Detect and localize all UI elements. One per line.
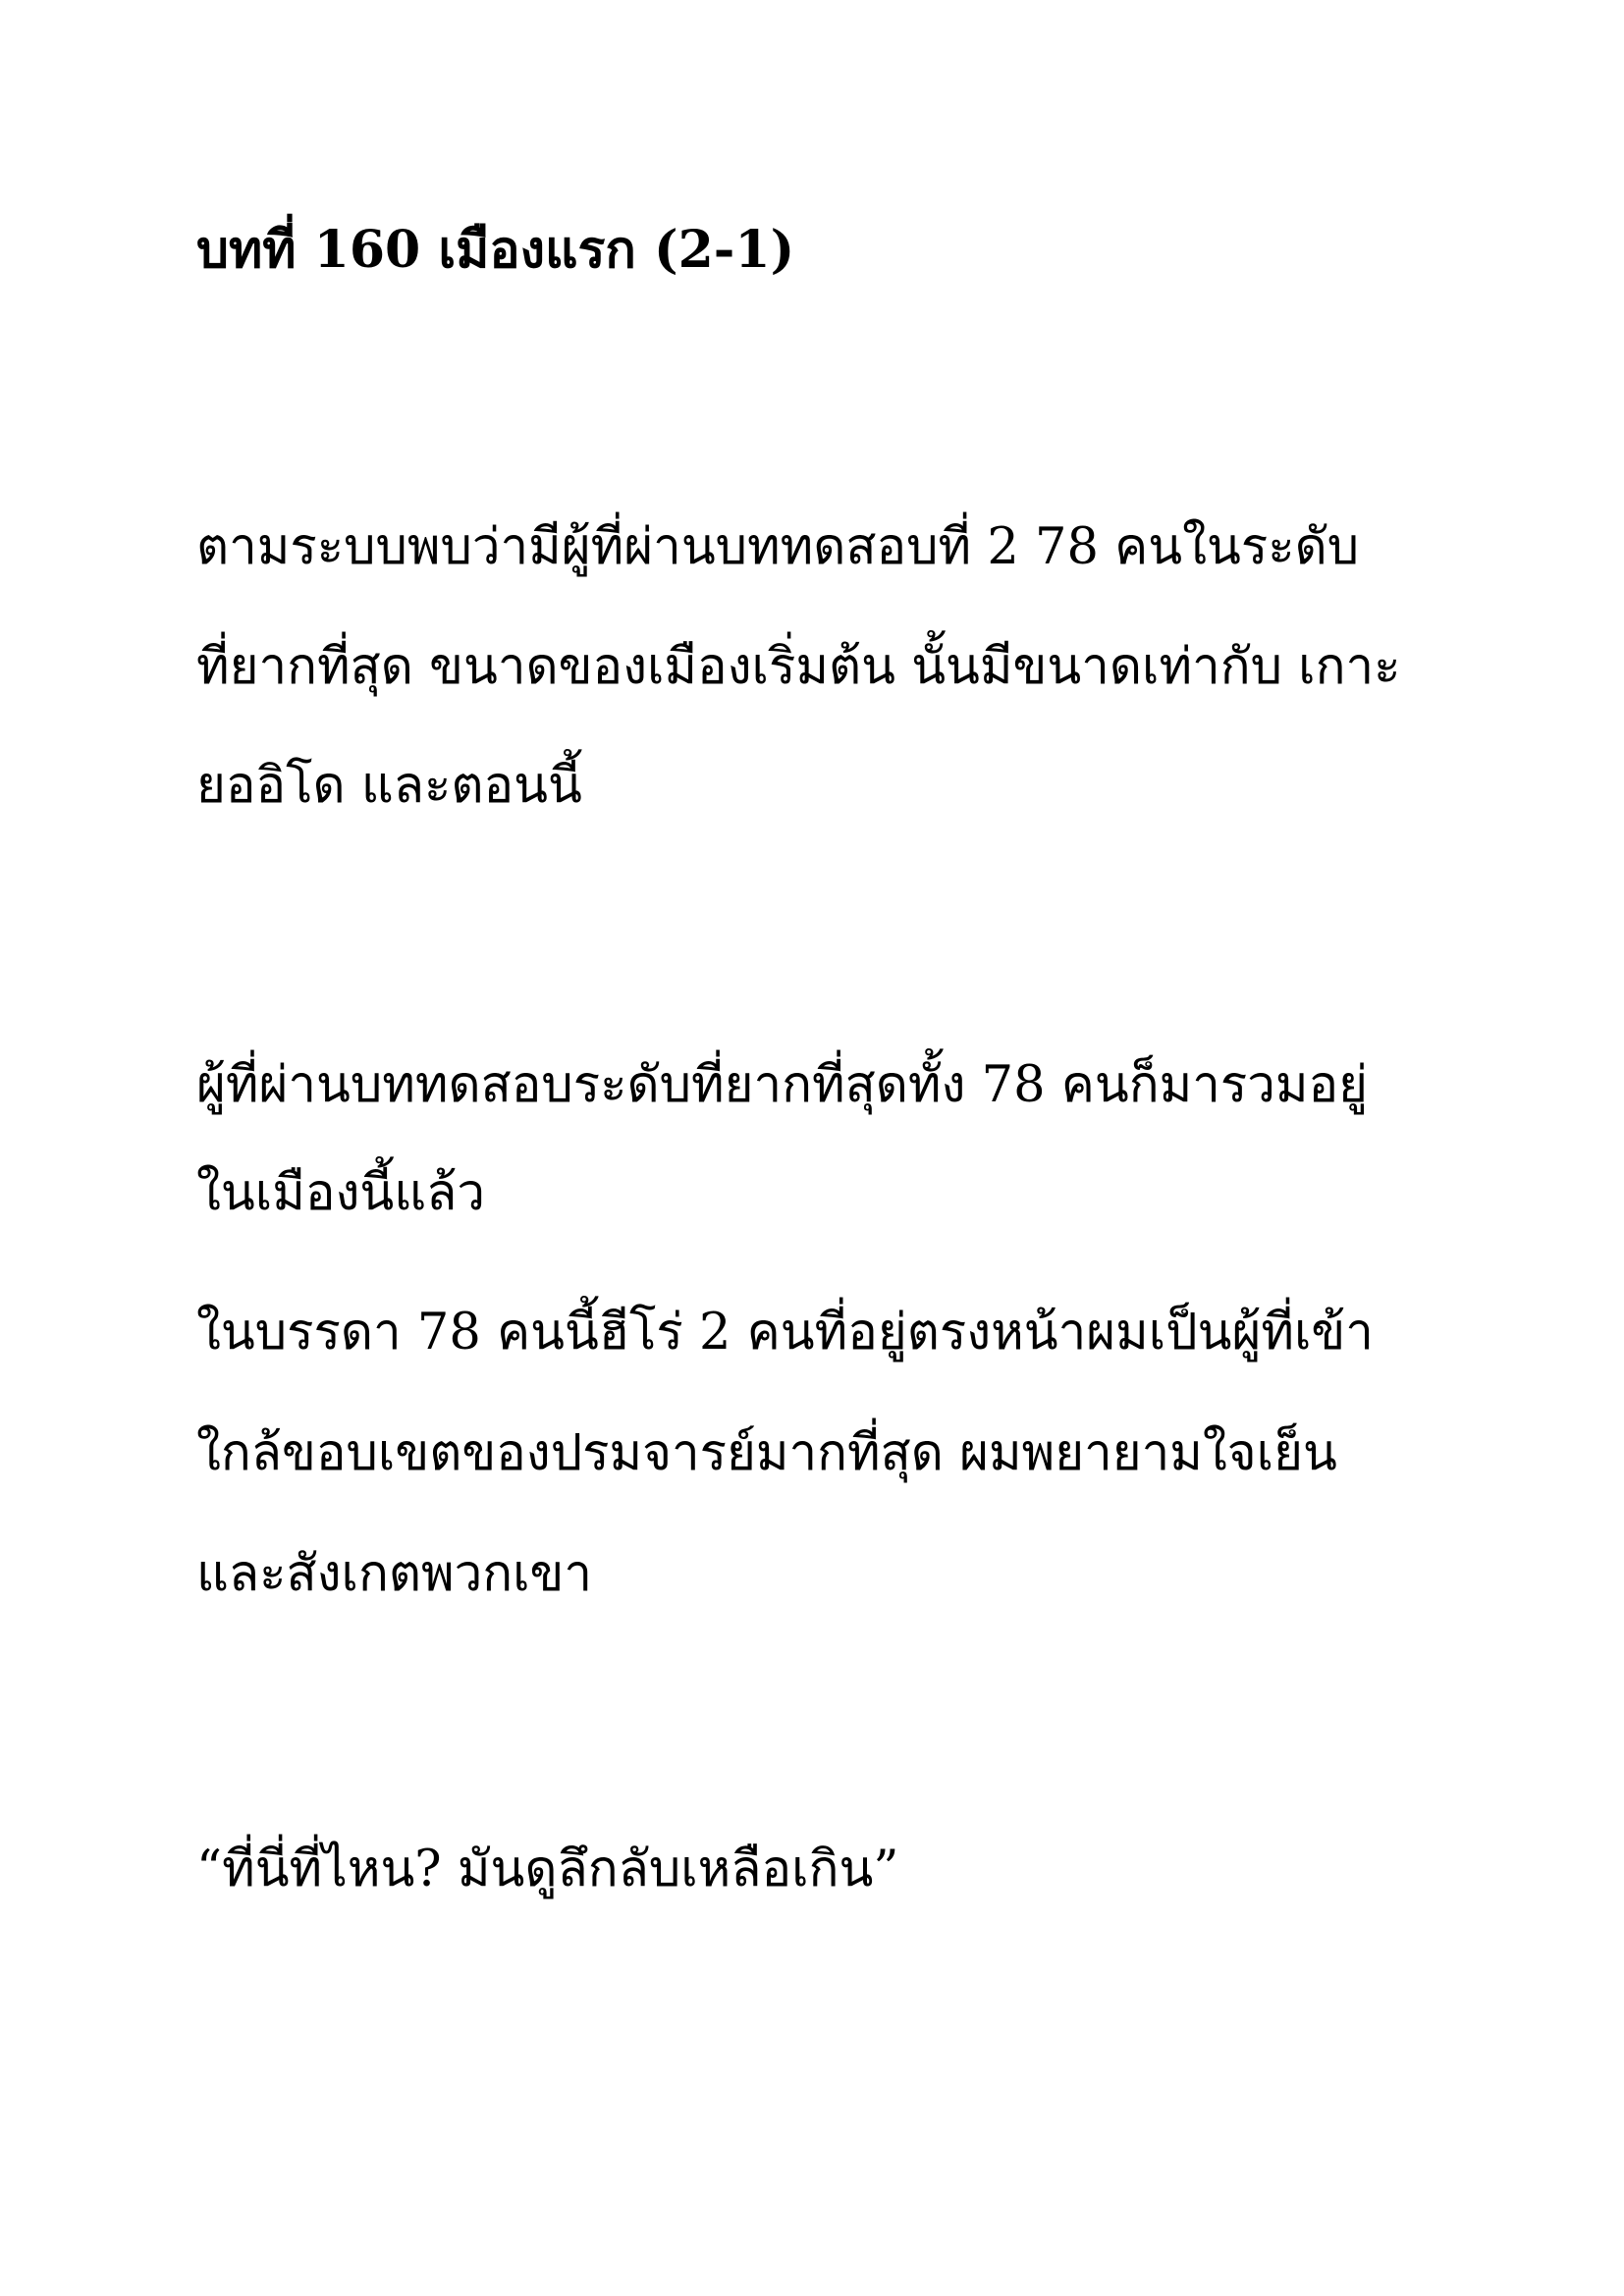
paragraph-2-line-2: ในเมืองนี้แล้ว [196,1164,485,1222]
chapter-title: บทที่ 160 เมืองแรก (2-1) [196,220,795,280]
paragraph-3-line-1: ในบรรดา 78 คนนี้ฮีโร่ 2 คนที่อยู่ตรงหน้าผมเป็นผู้ที่เข้า [196,1304,1374,1362]
paragraph-1-line-3: ยออิโด และตอนนี้ [196,757,582,815]
paragraph-3-line-3: และสังเกตพวกเขา [196,1545,593,1603]
paragraph-1-line-1: ตามระบบพบว่ามีผู้ที่ผ่านบททดสอบที่ 2 78 คนในระดับ [196,518,1360,576]
paragraph-2-line-1: ผู้ที่ผ่านบททดสอบระดับที่ยากที่สุดทั้ง 78 คนก็มารวมอยู่ [196,1056,1369,1114]
paragraph-3-line-2: ใกล้ขอบเขตของปรมจารย์มากที่สุด ผมพยายามใจเย็น [196,1424,1337,1482]
paragraph-4-line-1: “ที่นี่ที่ไหน? มันดูลึกลับเหลือเกิน” [196,1841,899,1898]
paragraph-1-line-2: ที่ยากที่สุด ขนาดของเมืองเริ่มต้น นั้นมีขนาดเท่ากับ เกาะ [196,638,1401,696]
